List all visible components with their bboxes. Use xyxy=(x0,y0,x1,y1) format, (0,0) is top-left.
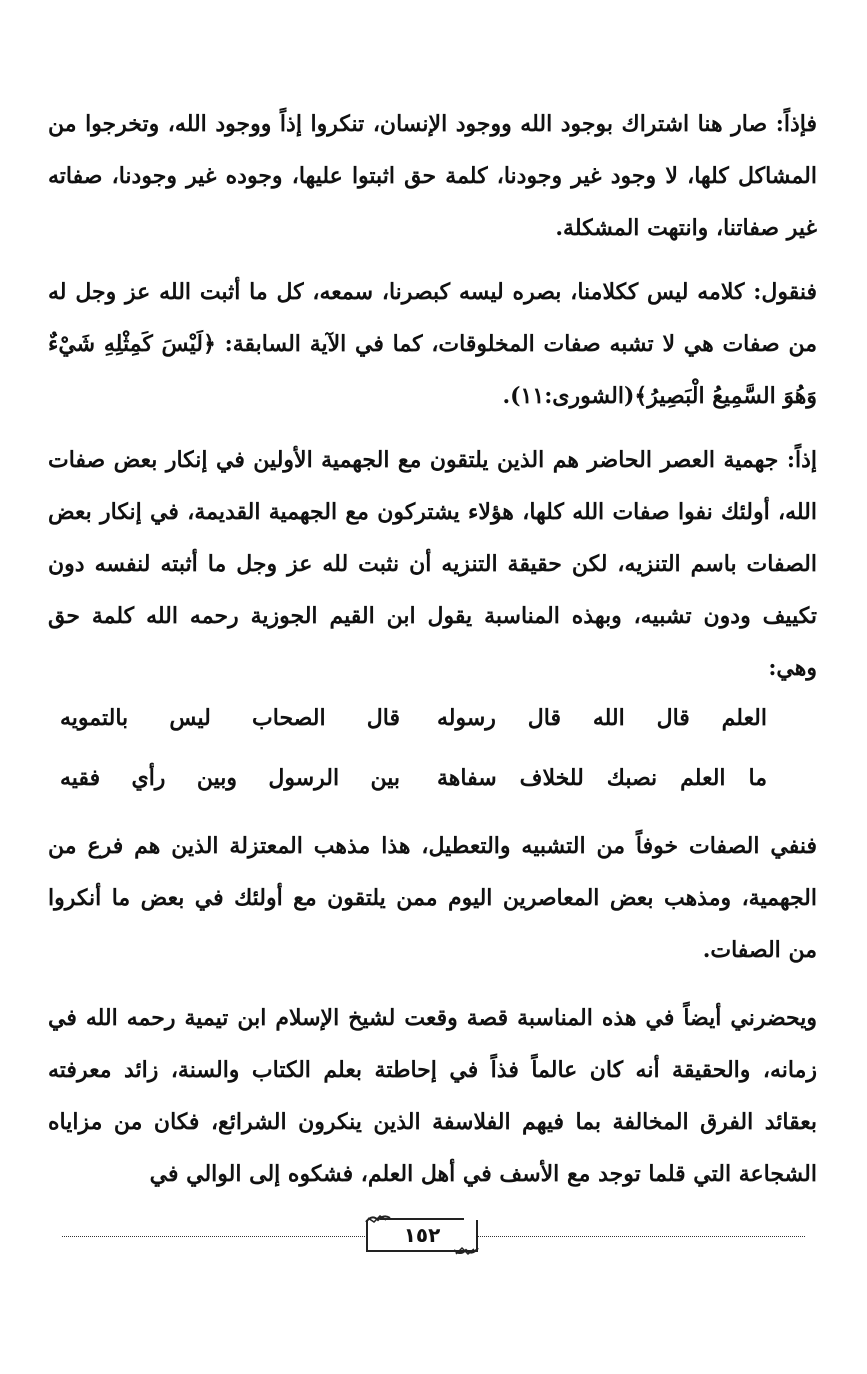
paragraph-5: ويحضرني أيضاً في هذه المناسبة قصة وقعت لشيخ الإسلام ابن تيمية رحمه الله في زمانه، والحقيقة أنه كان عالماً فذاً في إحاطتة بعلم الكتاب والسنة، زائد معرفته بعقائد الفرق المخالفة بما فيهم الفلاسفة الذين ينكرون الشرائع، فكان من مزاياه الشجاعة التي قلما توجد مع الأسف في أهل العلم، فشكوه إلى الوالي في xyxy=(48,1005,817,1187)
poem-verse-2 xyxy=(60,752,767,804)
paragraph-2: فنقول: كلامه ليس ككلامنا، بصره ليسه كبصرنا، سمعه، كل ما أثبت الله عز وجل له من صفات هي لا تشبه صفات المخلوقات، كما في الآية السابقة: ﴿لَيْسَ كَمِثْلِهِ شَيْءٌ وَهُوَ السَّمِيعُ الْبَصِيرُ﴾(الشورى:١١). xyxy=(48,279,817,409)
verse-2-first-hemistich: ما العلم نصبك للخلاف سفاهة xyxy=(437,765,767,791)
page-number-frame xyxy=(366,1220,478,1252)
paragraph-4: فنفي الصفات خوفاً من التشبيه والتعطيل، هذا مذهب المعتزلة الذين هم فرع من الجهمية، ومذهب بعض المعاصرين اليوم ممن يلتقون مع أولئك في بعض ما أنكروا من الصفات. xyxy=(48,833,817,963)
verse-1-first-hemistich: العلم قال الله قال رسوله xyxy=(437,705,767,731)
paragraph-1: فإذاً: صار هنا اشتراك بوجود الله ووجود الإنسان، تنكروا إذاً ووجود الله، وتخرجوا من المشاكل كلها، لا وجود غير وجودنا، كلمة حق اثبتوا عليها، وجوده غير وجودنا، صفاته غير صفاتنا، وانتهت المشكلة. xyxy=(48,111,817,241)
verse-1-second-hemistich: قال الصحاب ليس بالتمويه xyxy=(60,705,400,731)
page-number: ١٥٢ xyxy=(403,1223,441,1247)
paragraph-3: إذاً: جهمية العصر الحاضر هم الذين يلتقون مع الجهمية الأولين في إنكار بعض صفات الله، أولئك نفوا صفات الله كلها، هؤلاء يشتركون مع الجهمية القديمة، في إنكار بعض الصفات باسم التنزيه، لكن حقيقة التنزيه أن نثبت لله عز وجل ما أثبته لنفسه دون تكييف ودون تشبيه، وبهذه المناسبة يقول ابن القيم الجوزية رحمه الله كلمة حق وهي: xyxy=(48,447,817,681)
verse-2-second-hemistich: بين الرسول وبين رأي فقيه xyxy=(60,765,400,791)
poem-verse-1 xyxy=(60,692,767,744)
